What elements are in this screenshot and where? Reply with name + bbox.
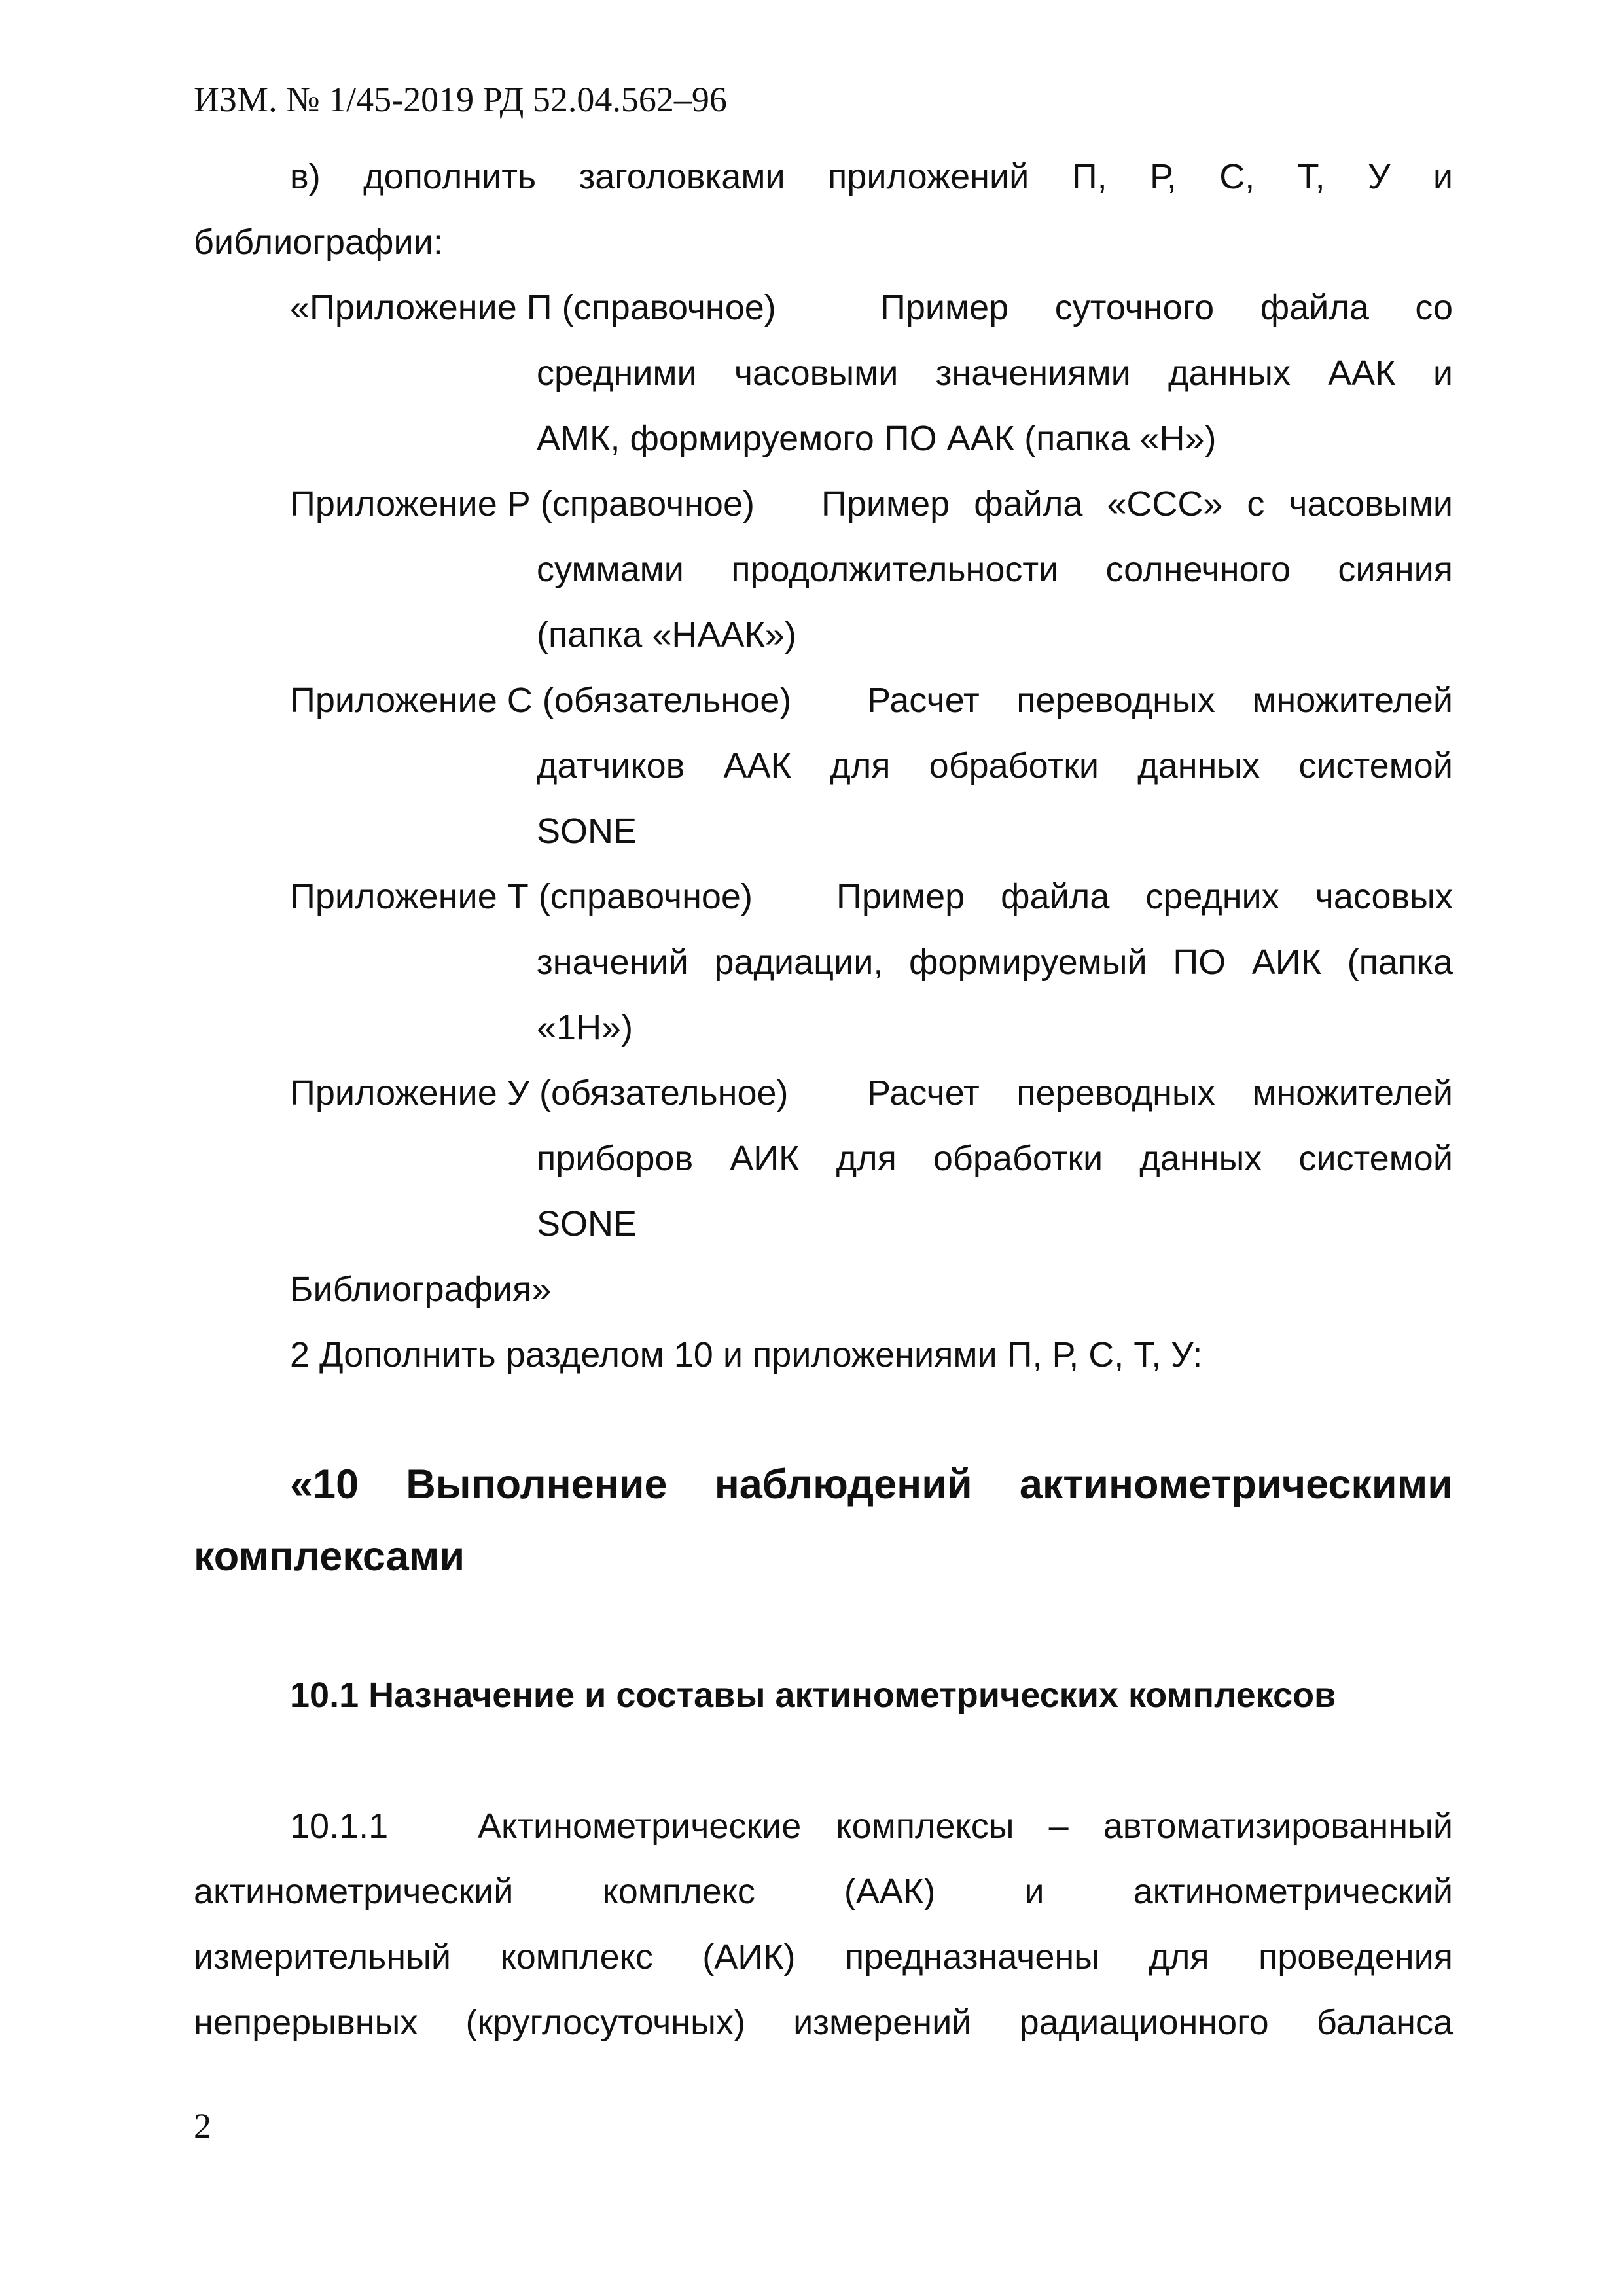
section-10-heading-line-2: комплексами [194,1534,465,1579]
appendix-title-line: Пример файла «ССС» с часовыми [821,484,1453,524]
appendix-title-line: приборов АИК для обработки данных системой [537,1139,1453,1178]
appendix-label: Приложение Т (справочное) [290,877,753,916]
appendix-title-line: «1Н») [537,1008,633,1047]
appendix-title-line: Расчет переводных множителей [867,1073,1453,1113]
appendix-label: Приложение Р (справочное) [290,484,755,524]
section-10-heading-line-1: «10 Выполнение наблюдений актинометрическими [290,1462,1453,1507]
paragraph-number: 10.1.1 [290,1806,389,1846]
appendix-title-line: Пример суточного файла со [880,288,1453,327]
appendix-label: Приложение С (обязательное) [290,681,792,720]
document-header: ИЗМ. № 1/45-2019 РД 52.04.562–96 [194,80,727,119]
appendix-title-line: Пример файла средних часовых [836,877,1453,916]
appendix-label: Приложение У (обязательное) [290,1073,789,1113]
appendix-title-line: средними часовыми значениями данных ААК и [537,353,1453,393]
page-number: 2 [194,2106,211,2145]
appendix-title-line: (папка «НААК») [537,615,796,655]
appendix-title-line: значений радиации, формируемый ПО АИК (папка [537,942,1453,982]
paragraph-line: Актинометрические комплексы – автоматизированный [478,1806,1453,1846]
appendix-title-line: SONE [537,812,637,851]
appendix-title-line: суммами продолжительности солнечного сияния [537,550,1453,589]
appendix-title-line: SONE [537,1204,637,1244]
appendix-title-line: датчиков ААК для обработки данных системой [537,746,1453,785]
appendix-title-line: Расчет переводных множителей [867,681,1453,720]
paragraph-line: непрерывных (круглосуточных) измерений радиационного баланса [194,2003,1453,2042]
intro-line-1: в) дополнить заголовками приложений П, Р, С, Т, У и [290,157,1453,196]
paragraph-line: измерительный комплекс (АИК) предназначены для проведения [194,1937,1453,1977]
intro-line-2: библиографии: [194,223,443,262]
appendix-title-line: АМК, формируемого ПО ААК (папка «Н») [537,419,1217,458]
bibliography-entry: Библиография» [290,1270,552,1309]
appendix-label: «Приложение П (справочное) [290,288,776,327]
item-2-text: 2 Дополнить разделом 10 и приложениями П, Р, С, Т, У: [290,1335,1203,1374]
paragraph-line: актинометрический комплекс (ААК) и актинометрический [194,1872,1453,1911]
section-10-1-heading: 10.1 Назначение и составы актинометрических комплексов [290,1676,1336,1715]
